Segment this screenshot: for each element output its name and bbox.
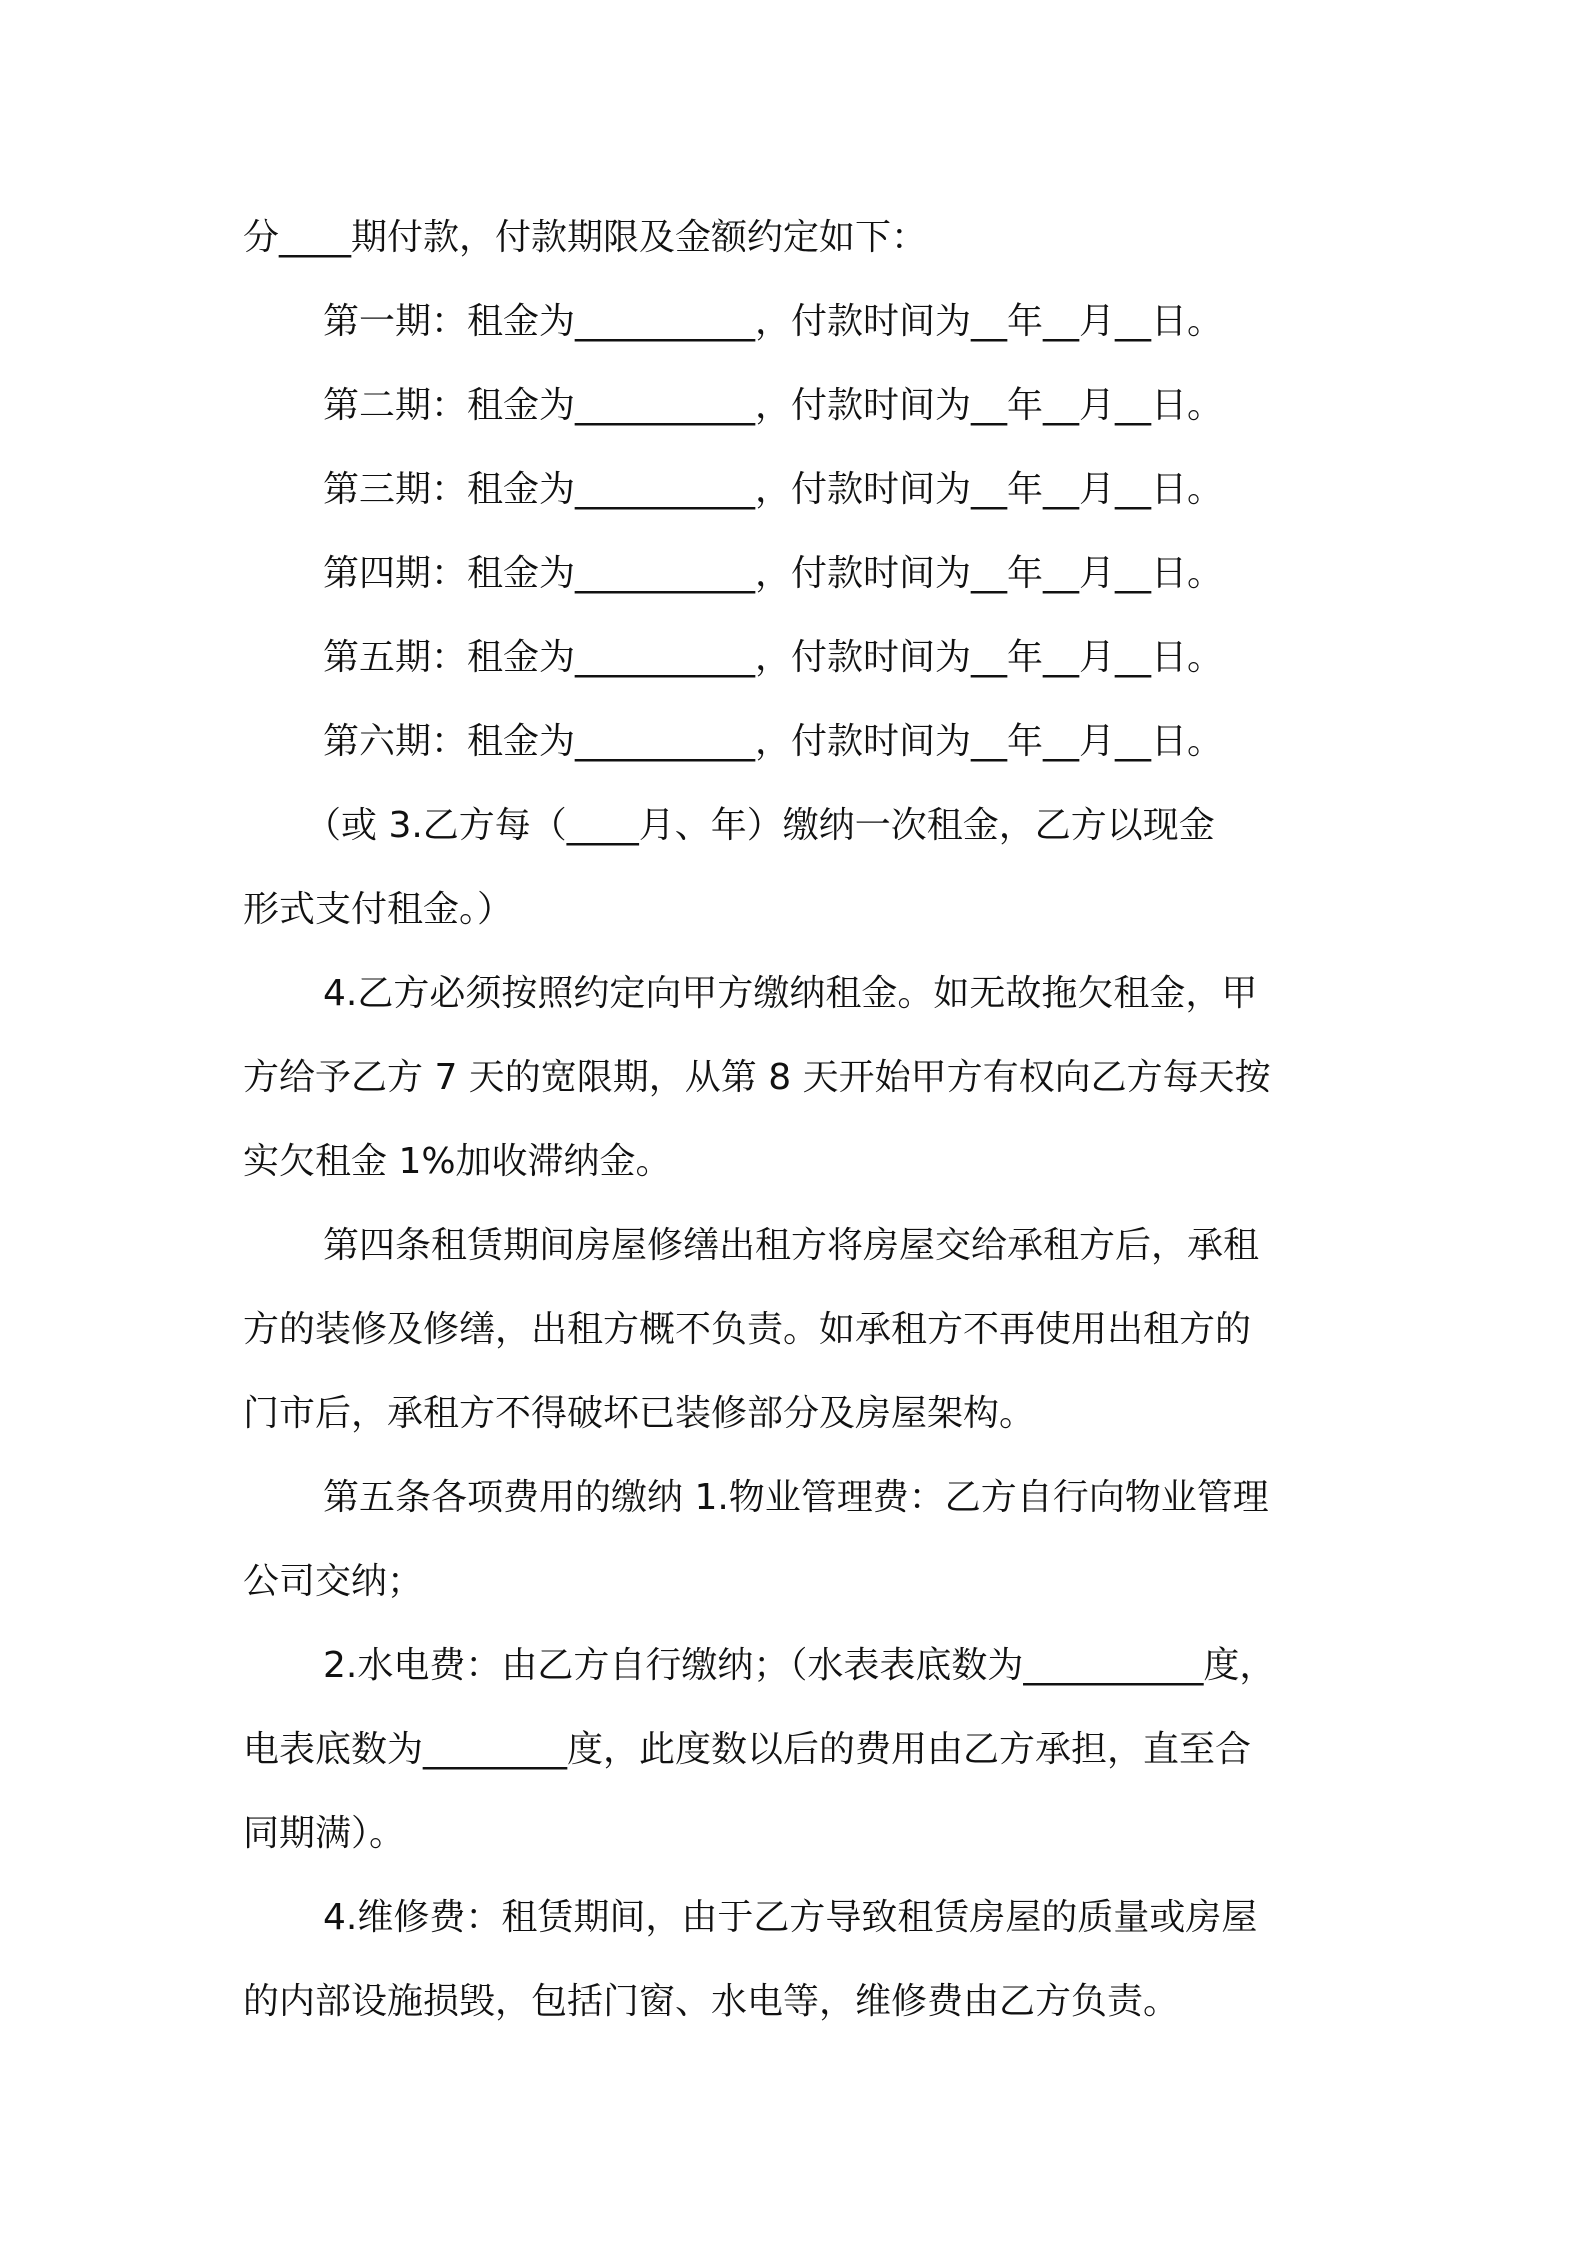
text-line: 第三期：租金为__________，付款时间为__年__月__日。 bbox=[323, 469, 1224, 510]
text-line: 方给予乙方 7 天的宽限期，从第 8 天开始甲方有权向乙方每天按 bbox=[243, 1057, 1271, 1098]
text-line: 实欠租金 1%加收滞纳金。 bbox=[243, 1141, 672, 1182]
text-line: 第五条各项费用的缴纳 1.物业管理费：乙方自行向物业管理 bbox=[323, 1477, 1269, 1518]
text-line: 公司交纳； bbox=[243, 1561, 424, 1602]
text-line: （或 3.乙方每（____月、年）缴纳一次租金，乙方以现金 bbox=[305, 805, 1215, 846]
text-line: 4.乙方必须按照约定向甲方缴纳租金。如无故拖欠租金，甲 bbox=[323, 973, 1258, 1014]
text-line: 第二期：租金为__________，付款时间为__年__月__日。 bbox=[323, 385, 1224, 426]
document-page bbox=[243, 196, 1353, 2044]
text-line: 第六期：租金为__________，付款时间为__年__月__日。 bbox=[323, 721, 1224, 762]
text-line: 第五期：租金为__________，付款时间为__年__月__日。 bbox=[323, 637, 1224, 678]
text-line: 门市后，承租方不得破坏已装修部分及房屋架构。 bbox=[243, 1393, 1036, 1434]
text-line: 第四期：租金为__________，付款时间为__年__月__日。 bbox=[323, 553, 1224, 594]
text-line: 同期满）。 bbox=[243, 1813, 406, 1854]
text-line: 4.维修费：租赁期间，由于乙方导致租赁房屋的质量或房屋 bbox=[323, 1897, 1258, 1938]
text-line: 第一期：租金为__________，付款时间为__年__月__日。 bbox=[323, 301, 1224, 342]
text-line: 方的装修及修缮，出租方概不负责。如承租方不再使用出租方的 bbox=[243, 1309, 1252, 1350]
text-line: 的内部设施损毁，包括门窗、水电等，维修费由乙方负责。 bbox=[243, 1981, 1180, 2022]
text-line: 电表底数为________度，此度数以后的费用由乙方承担，直至合 bbox=[243, 1729, 1252, 1770]
text-line: 分____期付款，付款期限及金额约定如下： bbox=[243, 217, 928, 258]
text-line: 第四条租赁期间房屋修缮出租方将房屋交给承租方后，承租 bbox=[323, 1225, 1260, 1266]
text-line: 2.水电费：由乙方自行缴纳；（水表表底数为__________度， bbox=[323, 1645, 1276, 1686]
text-line: 形式支付租金。） bbox=[243, 889, 514, 930]
